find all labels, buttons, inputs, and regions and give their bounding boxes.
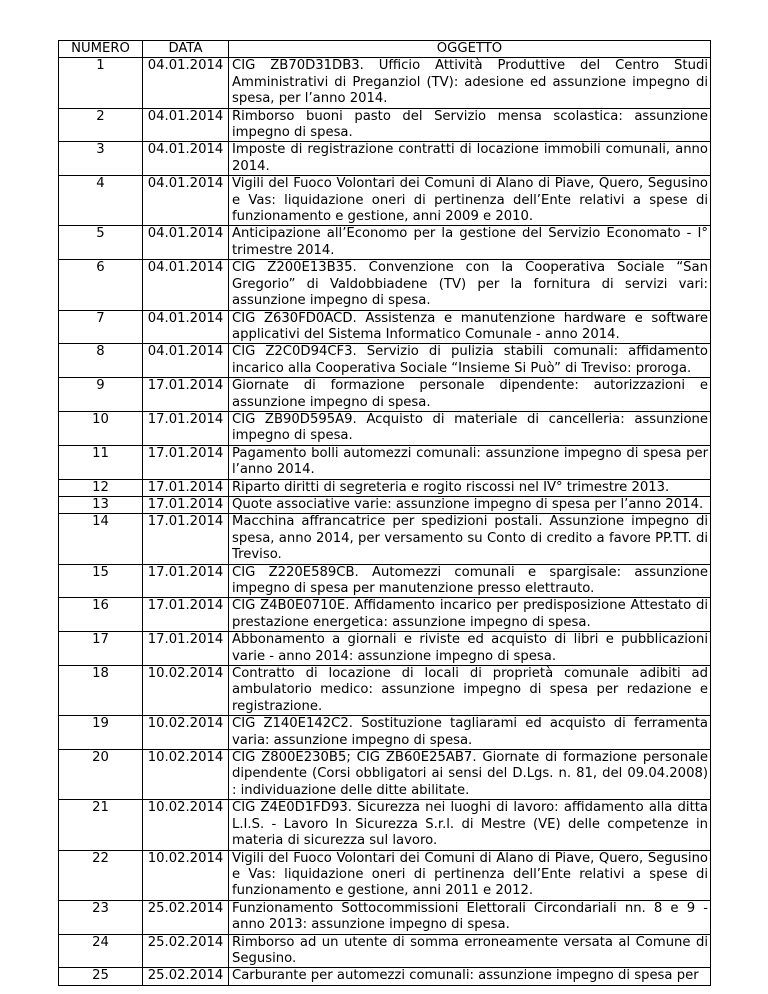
table-row xyxy=(59,850,711,900)
row-subject: CIG Z4E0D1FD93. Sicurezza nei luoghi di lavoro: affidamento alla ditta L.I.S. - Lavoro In Sicurezza S.r.l. di Mestre (VE) delle competenze in materia di sicurezza sul lavoro. xyxy=(229,800,711,850)
row-subject: Carburante per automezzi comunali: assunzione impegno di spesa per xyxy=(229,968,711,985)
row-date: 04.01.2014 xyxy=(143,142,229,176)
table-row xyxy=(59,934,711,968)
table-row xyxy=(59,58,711,108)
determinations-table xyxy=(58,40,711,986)
row-number: 8 xyxy=(59,344,143,378)
row-subject: Anticipazione all’Economo per la gestione del Servizio Economato - I° trimestre 2014. xyxy=(229,226,711,260)
row-subject: CIG Z2C0D94CF3. Servizio di pulizia stabili comunali: affidamento incarico alla Cooperativa Sociale “Insieme Si Può” di Treviso: proroga. xyxy=(229,344,711,378)
table-header-row xyxy=(59,41,711,58)
table-row xyxy=(59,142,711,176)
row-number: 6 xyxy=(59,260,143,310)
row-date: 04.01.2014 xyxy=(143,58,229,108)
row-number: 11 xyxy=(59,445,143,479)
row-number: 15 xyxy=(59,564,143,598)
row-number: 5 xyxy=(59,226,143,260)
row-date: 25.02.2014 xyxy=(143,968,229,985)
row-date: 25.02.2014 xyxy=(143,934,229,968)
table-row xyxy=(59,108,711,142)
determinations-document xyxy=(58,40,710,986)
row-subject: CIG Z800E230B5; CIG ZB60E25AB7. Giornate di formazione personale dipendente (Corsi obbligatori ai sensi del D.Lgs. n. 81, del 09.04.2008) : individuazione delle ditte abilitate. xyxy=(229,750,711,800)
row-date: 04.01.2014 xyxy=(143,176,229,226)
row-subject: CIG Z630FD0ACD. Assistenza e manutenzione hardware e software applicativi del Sistema Informatico Comunale - anno 2014. xyxy=(229,310,711,344)
table-row xyxy=(59,564,711,598)
row-subject: Giornate di formazione personale dipendente: autorizzazioni e assunzione impegno di spesa. xyxy=(229,378,711,412)
row-number: 4 xyxy=(59,176,143,226)
header-number: NUMERO xyxy=(59,41,143,58)
row-date: 04.01.2014 xyxy=(143,108,229,142)
table-row xyxy=(59,666,711,716)
row-subject: Imposte di registrazione contratti di locazione immobili comunali, anno 2014. xyxy=(229,142,711,176)
row-subject: Vigili del Fuoco Volontari dei Comuni di Alano di Piave, Quero, Segusino e Vas: liquidazione oneri di pertinenza dell’Ente relativi a spese di funzionamento e gestione, anni 2009 e 2010. xyxy=(229,176,711,226)
row-date: 17.01.2014 xyxy=(143,445,229,479)
row-subject: Rimborso ad un utente di somma erroneamente versata al Comune di Segusino. xyxy=(229,934,711,968)
row-date: 04.01.2014 xyxy=(143,344,229,378)
row-number: 20 xyxy=(59,750,143,800)
row-date: 17.01.2014 xyxy=(143,411,229,445)
table-row xyxy=(59,716,711,750)
table-row xyxy=(59,226,711,260)
row-number: 24 xyxy=(59,934,143,968)
row-subject: Macchina affrancatrice per spedizioni postali. Assunzione impegno di spesa, anno 2014, per versamento su Conto di credito a favore PP.TT. di Treviso. xyxy=(229,514,711,564)
header-subject: OGGETTO xyxy=(229,41,711,58)
row-subject: CIG Z4B0E0710E. Affidamento incarico per predisposizione Attestato di prestazione energetica: assunzione impegno di spesa. xyxy=(229,598,711,632)
table-row xyxy=(59,632,711,666)
row-date: 17.01.2014 xyxy=(143,632,229,666)
table-row xyxy=(59,514,711,564)
row-date: 17.01.2014 xyxy=(143,564,229,598)
row-number: 19 xyxy=(59,716,143,750)
row-subject: CIG Z140E142C2. Sostituzione tagliarami ed acquisto di ferramenta varia: assunzione impegno di spesa. xyxy=(229,716,711,750)
row-number: 14 xyxy=(59,514,143,564)
row-number: 13 xyxy=(59,496,143,513)
row-date: 25.02.2014 xyxy=(143,900,229,934)
row-subject: Funzionamento Sottocommissioni Elettorali Circondariali nn. 8 e 9 - anno 2013: assunzione impegno di spesa. xyxy=(229,900,711,934)
table-row xyxy=(59,445,711,479)
row-number: 21 xyxy=(59,800,143,850)
table-row xyxy=(59,411,711,445)
table-row xyxy=(59,968,711,985)
table-row xyxy=(59,598,711,632)
row-date: 17.01.2014 xyxy=(143,514,229,564)
table-row xyxy=(59,900,711,934)
table-row xyxy=(59,800,711,850)
table-row xyxy=(59,496,711,513)
row-date: 04.01.2014 xyxy=(143,260,229,310)
row-subject: CIG Z200E13B35. Convenzione con la Cooperativa Sociale “San Gregorio” di Valdobbiadene (TV) per la fornitura di servizi vari: assunzione impegno di spesa. xyxy=(229,260,711,310)
row-subject: CIG ZB90D595A9. Acquisto di materiale di cancelleria: assunzione impegno di spesa. xyxy=(229,411,711,445)
row-number: 9 xyxy=(59,378,143,412)
table-row xyxy=(59,260,711,310)
row-date: 10.02.2014 xyxy=(143,666,229,716)
row-date: 04.01.2014 xyxy=(143,226,229,260)
row-subject: Riparto diritti di segreteria e rogito riscossi nel IV° trimestre 2013. xyxy=(229,479,711,496)
row-number: 17 xyxy=(59,632,143,666)
table-row xyxy=(59,479,711,496)
table-row xyxy=(59,378,711,412)
row-subject: Vigili del Fuoco Volontari dei Comuni di Alano di Piave, Quero, Segusino e Vas: liquidazione oneri di pertinenza dell’Ente relativi a spese di funzionamento e gestione, anni 2011 e 2012. xyxy=(229,850,711,900)
row-subject: Abbonamento a giornali e riviste ed acquisto di libri e pubblicazioni varie - anno 2014: assunzione impegno di spesa. xyxy=(229,632,711,666)
row-date: 10.02.2014 xyxy=(143,716,229,750)
row-date: 10.02.2014 xyxy=(143,850,229,900)
row-number: 16 xyxy=(59,598,143,632)
row-date: 10.02.2014 xyxy=(143,750,229,800)
table-row xyxy=(59,176,711,226)
header-date: DATA xyxy=(143,41,229,58)
row-number: 1 xyxy=(59,58,143,108)
row-number: 7 xyxy=(59,310,143,344)
row-number: 25 xyxy=(59,968,143,985)
table-row xyxy=(59,750,711,800)
row-date: 17.01.2014 xyxy=(143,496,229,513)
row-subject: Pagamento bolli automezzi comunali: assunzione impegno di spesa per l’anno 2014. xyxy=(229,445,711,479)
row-number: 18 xyxy=(59,666,143,716)
row-number: 10 xyxy=(59,411,143,445)
row-number: 12 xyxy=(59,479,143,496)
table-row xyxy=(59,344,711,378)
row-number: 3 xyxy=(59,142,143,176)
row-subject: Quote associative varie: assunzione impegno di spesa per l’anno 2014. xyxy=(229,496,711,513)
row-date: 17.01.2014 xyxy=(143,378,229,412)
row-subject: CIG ZB70D31DB3. Ufficio Attività Produttive del Centro Studi Amministrativi di Preganziol (TV): adesione ed assunzione impegno di spesa, per l’anno 2014. xyxy=(229,58,711,108)
row-date: 10.02.2014 xyxy=(143,800,229,850)
row-number: 23 xyxy=(59,900,143,934)
row-subject: Contratto di locazione di locali di proprietà comunale adibiti ad ambulatorio medico: assunzione impegno di spesa per redazione e registrazione. xyxy=(229,666,711,716)
row-subject: CIG Z220E589CB. Automezzi comunali e spargisale: assunzione impegno di spesa per manutenzione presso elettrauto. xyxy=(229,564,711,598)
row-date: 04.01.2014 xyxy=(143,310,229,344)
row-number: 2 xyxy=(59,108,143,142)
table-row xyxy=(59,310,711,344)
row-subject: Rimborso buoni pasto del Servizio mensa scolastica: assunzione impegno di spesa. xyxy=(229,108,711,142)
row-date: 17.01.2014 xyxy=(143,598,229,632)
row-number: 22 xyxy=(59,850,143,900)
row-date: 17.01.2014 xyxy=(143,479,229,496)
